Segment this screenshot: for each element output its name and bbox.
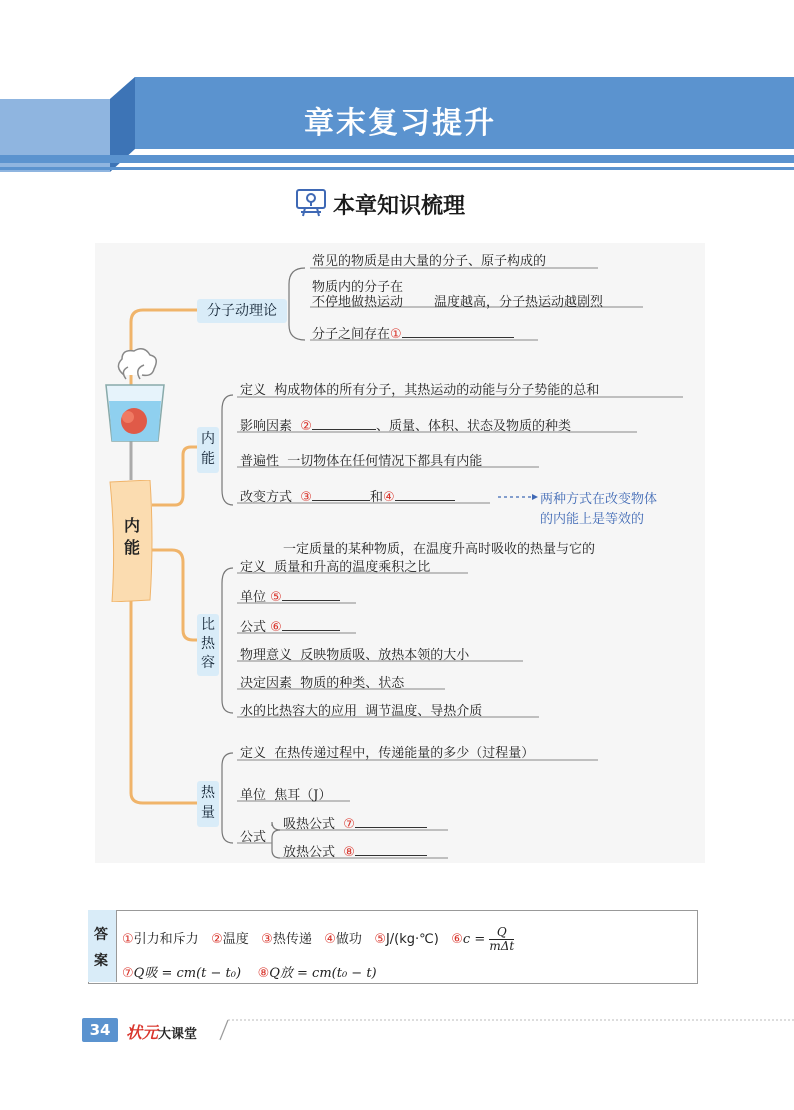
s4-release: 放热公式 ⑧ — [283, 841, 427, 860]
s2-universal: 普遍性 一切物体在任何情况下都具有内能 — [240, 454, 483, 469]
s3-meaning: 物理意义 反映物质吸、放热本领的大小 — [240, 648, 470, 663]
s3-def: 定义 质量和升高的温度乘积之比 — [240, 560, 431, 575]
answer-label: 答 案 — [88, 910, 117, 982]
s4-absorb: 吸热公式 ⑦ — [283, 813, 427, 832]
s3-def-line1: 一定质量的某种物质，在温度升高时吸收的热量与它的 — [283, 542, 596, 557]
branch-internal-energy: 内能 — [197, 427, 219, 473]
s4-formula: 公式 — [240, 830, 267, 845]
s2-change: 改变方式 ③ 和④ — [240, 486, 455, 505]
s1-item2b: 不停地做热运动 — [312, 295, 404, 310]
s2-influence: 影响因素 ② 、质量、体积、状态及物质的种类 — [240, 415, 571, 434]
s4-def: 定义 在热传递过程中，传递能量的多少（过程量） — [240, 746, 535, 761]
s1-item1: 常见的物质是由大量的分子、原子构成的 — [312, 254, 547, 269]
s3-determine: 决定因素 物质的种类、状态 — [240, 676, 405, 691]
s2-note-line1: 两种方式在改变物体 — [540, 492, 658, 507]
branch-molecular-theory: 分子动理论 — [197, 299, 287, 323]
s2-note-line2: 的内能上是等效的 — [540, 512, 645, 527]
branch-heat: 热量 — [197, 781, 219, 827]
beaker-illustration — [100, 345, 170, 445]
s1-item2c: 温度越高，分子热运动越剧烈 — [434, 295, 604, 310]
s1-item3: 分子之间存在① — [312, 323, 514, 342]
page-number: 34 — [82, 1018, 118, 1042]
s1-item2a: 物质内的分子在 — [312, 280, 404, 295]
s2-def: 定义 构成物体的所有分子，其热运动的动能与分子势能的总和 — [240, 383, 600, 398]
answer-row-2: ⑦Q吸 = cm(t − t₀) ⑧Q放 = cm(t₀ − t) — [122, 966, 377, 981]
answer-row-1: ①引力和斥力 ②温度 ③热传递 ④做功 ⑤J/(kg·℃) ⑥c = Q mΔt — [122, 925, 515, 953]
brand-logo: 状元大课堂 — [126, 1023, 198, 1042]
s3-formula: 公式 ⑥ — [240, 616, 340, 635]
branch-specific-heat: 比热容 — [197, 614, 219, 676]
page-title: 章末复习提升 — [304, 106, 496, 141]
s3-unit: 单位 ⑤ — [240, 586, 340, 605]
section-subtitle: 本章知识梳理 — [333, 194, 466, 219]
s3-application: 水的比热容大的应用 调节温度、导热介质 — [240, 704, 483, 719]
root-label: 内能 — [124, 516, 141, 557]
fraction: Q mΔt — [489, 925, 515, 953]
s4-unit: 单位 焦耳（J） — [240, 788, 332, 803]
